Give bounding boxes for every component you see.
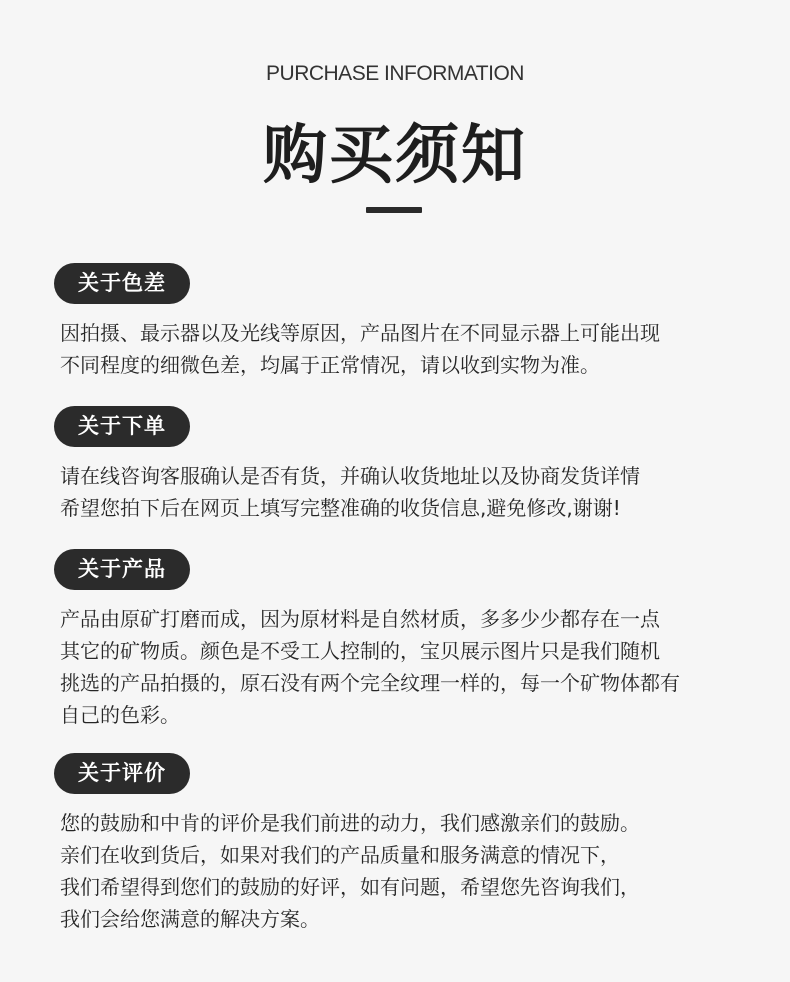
text-line: 请在线咨询客服确认是否有货，并确认收货地址以及协商发货详情	[60, 464, 640, 488]
text-line: 希望您拍下后在网页上填写完整准确的收货信息,避免修改,谢谢!	[60, 496, 621, 520]
text-line: 不同程度的细微色差，均属于正常情况，请以收到实物为准。	[60, 353, 600, 377]
section-body	[54, 460, 754, 524]
text-line: 挑选的产品拍摄的，原石没有两个完全纹理一样的，每一个矿物体都有	[60, 671, 680, 695]
text-line: 产品由原矿打磨而成，因为原材料是自然材质，多多少少都存在一点	[60, 607, 660, 631]
text-line: 您的鼓励和中肯的评价是我们前进的动力，我们感激亲们的鼓励。	[60, 811, 640, 835]
text-line: 我们会给您满意的解决方案。	[60, 907, 320, 931]
text-line: 我们希望得到您们的鼓励的好评，如有问题，希望您先咨询我们，	[60, 875, 640, 899]
section-body	[54, 317, 754, 381]
title-divider	[366, 207, 422, 213]
text-line: 因拍摄、最示器以及光线等原因，产品图片在不同显示器上可能出现	[60, 321, 660, 345]
section-badge: 关于产品	[54, 549, 190, 590]
section-color-difference	[54, 263, 754, 381]
section-badge: 关于评价	[54, 753, 190, 794]
page-title: 购买须知	[263, 119, 527, 193]
section-product	[54, 549, 754, 731]
section-body	[54, 603, 754, 731]
text-line: 自己的色彩。	[60, 703, 180, 727]
section-review	[54, 753, 754, 935]
section-body	[54, 807, 754, 935]
text-line: 亲们在收到货后，如果对我们的产品质量和服务满意的情况下，	[60, 843, 620, 867]
english-subtitle: PURCHASE INFORMATION	[266, 62, 524, 85]
section-badge: 关于下单	[54, 406, 190, 447]
text-line: 其它的矿物质。颜色是不受工人控制的，宝贝展示图片只是我们随机	[60, 639, 660, 663]
section-badge: 关于色差	[54, 263, 190, 304]
section-ordering	[54, 406, 754, 524]
